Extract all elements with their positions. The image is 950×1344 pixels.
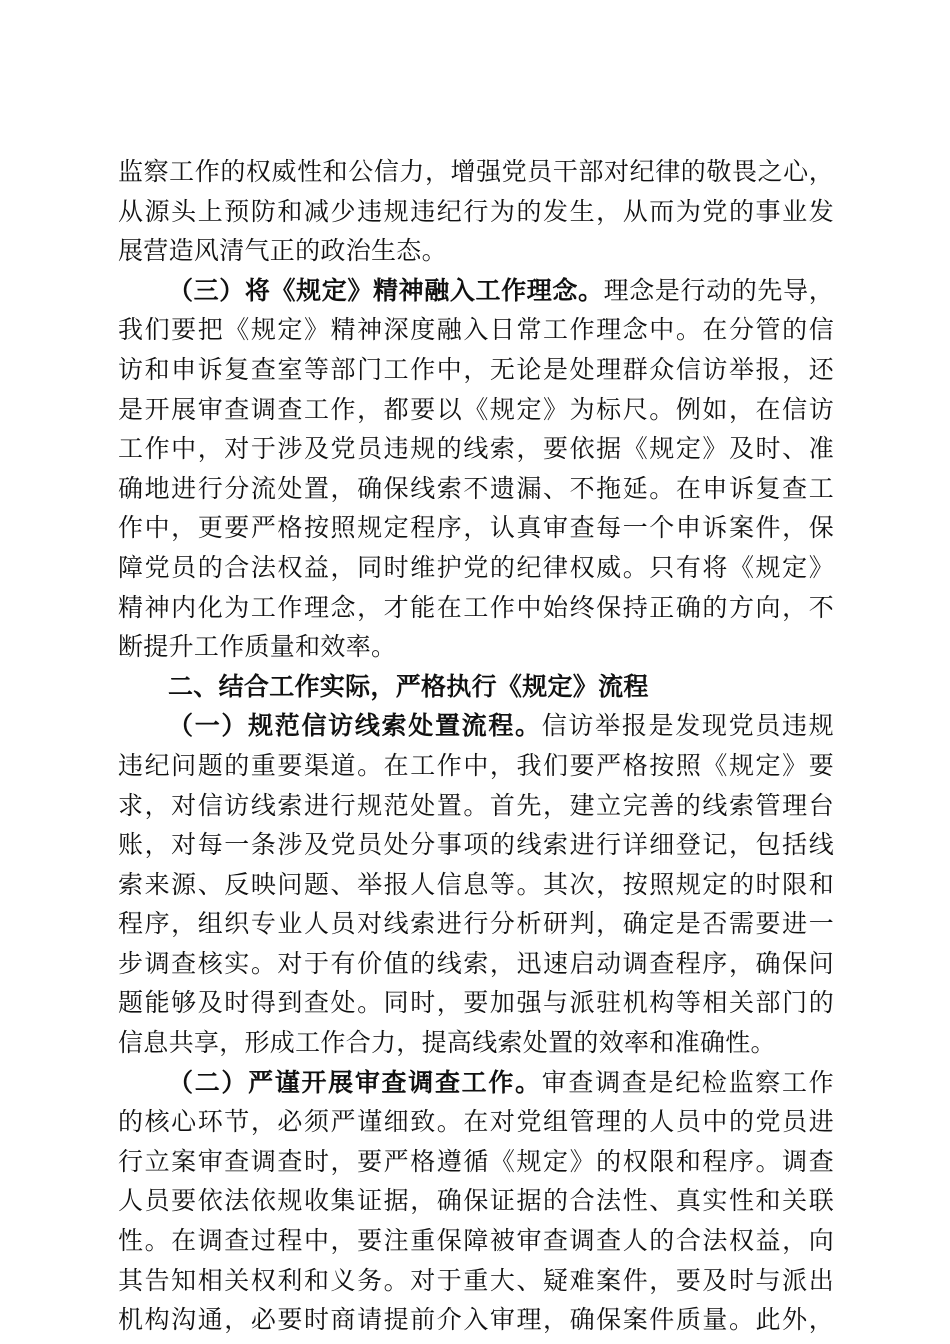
text-line: 性。在调查过程中，要注重保障被审查调查人的合法权益，向 bbox=[118, 1226, 834, 1256]
document-body bbox=[118, 152, 834, 1340]
paragraph-lead: （二）严谨开展审查调查工作。 bbox=[168, 1067, 542, 1097]
paragraph-first-line bbox=[118, 271, 834, 311]
paragraph-lead: （一）规范信访线索处置流程。 bbox=[168, 711, 542, 741]
text-line: 求，对信访线索进行规范处置。首先，建立完善的线索管理台 bbox=[118, 790, 834, 820]
paragraph-first-rest: 审查调查是纪检监察工作 bbox=[541, 1067, 834, 1097]
text-line: 从源头上预防和减少违规违纪行为的发生，从而为党的事业发 bbox=[118, 196, 834, 226]
paragraph-section-3 bbox=[118, 271, 834, 667]
text-line: 人员要依法依规收集证据，确保证据的合法性、真实性和关联 bbox=[118, 1186, 834, 1216]
text-line: 确地进行分流处置，确保线索不遗漏、不拖延。在申诉复查工 bbox=[118, 473, 834, 503]
paragraph-first-line bbox=[118, 1063, 834, 1103]
text-line: 监察工作的权威性和公信力，增强党员干部对纪律的敬畏之心， bbox=[118, 157, 834, 186]
paragraph-first-rest: 信访举报是发现党员违规 bbox=[541, 711, 834, 741]
text-line: 索来源、反映问题、举报人信息等。其次，按照规定的时限和 bbox=[118, 869, 834, 899]
section-heading: 二、结合工作实际，严格执行《规定》流程 bbox=[168, 671, 649, 701]
text-line: 障党员的合法权益，同时维护党的纪律权威。只有将《规定》 bbox=[118, 552, 834, 582]
text-line: 机构沟通，必要时商请提前介入审理，确保案件质量。此外， bbox=[118, 1305, 834, 1335]
text-line: 断提升工作质量和效率。 bbox=[118, 632, 397, 662]
paragraph-lead: （三）将《规定》精神融入工作理念。 bbox=[168, 275, 604, 305]
paragraph-first-line bbox=[118, 706, 834, 746]
text-line: 其告知相关权利和义务。对于重大、疑难案件，要及时与派出 bbox=[118, 1265, 834, 1295]
text-line: 精神内化为工作理念，才能在工作中始终保持正确的方向，不 bbox=[118, 592, 834, 622]
text-line: 程序，组织专业人员对线索进行分析研判，确定是否需要进一 bbox=[118, 909, 834, 939]
text-line: 作中，更要严格按照规定程序，认真审查每一个申诉案件，保 bbox=[118, 513, 834, 543]
paragraph-section-2 bbox=[118, 1063, 834, 1340]
text-line: 违纪问题的重要渠道。在工作中，我们要严格按照《规定》要 bbox=[118, 750, 834, 780]
text-line: 我们要把《规定》精神深度融入日常工作理念中。在分管的信 bbox=[118, 315, 834, 345]
paragraph-continuation bbox=[118, 152, 834, 271]
text-line: 行立案审查调查时，要严格遵循《规定》的权限和程序。调查 bbox=[118, 1146, 834, 1176]
text-line: 是开展审查调查工作，都要以《规定》为标尺。例如，在信访 bbox=[118, 394, 834, 424]
text-line: 展营造风清气正的政治生态。 bbox=[118, 236, 447, 266]
text-line: 的核心环节，必须严谨细致。在对党组管理的人员中的党员进 bbox=[118, 1107, 834, 1137]
text-line: 账，对每一条涉及党员处分事项的线索进行详细登记，包括线 bbox=[118, 830, 834, 860]
paragraph-first-rest: 理念是行动的先导， bbox=[603, 275, 834, 305]
text-line: 信息共享，形成工作合力，提高线索处置的效率和准确性。 bbox=[118, 1028, 776, 1058]
text-line: 工作中，对于涉及党员违规的线索，要依据《规定》及时、准 bbox=[118, 434, 834, 464]
text-line: 步调查核实。对于有价值的线索，迅速启动调查程序，确保问 bbox=[118, 948, 834, 978]
text-line: 访和申诉复查室等部门工作中，无论是处理群众信访举报，还 bbox=[118, 354, 834, 384]
text-line: 题能够及时得到查处。同时，要加强与派驻机构等相关部门的 bbox=[118, 988, 834, 1018]
paragraph-section-1 bbox=[118, 706, 834, 1062]
